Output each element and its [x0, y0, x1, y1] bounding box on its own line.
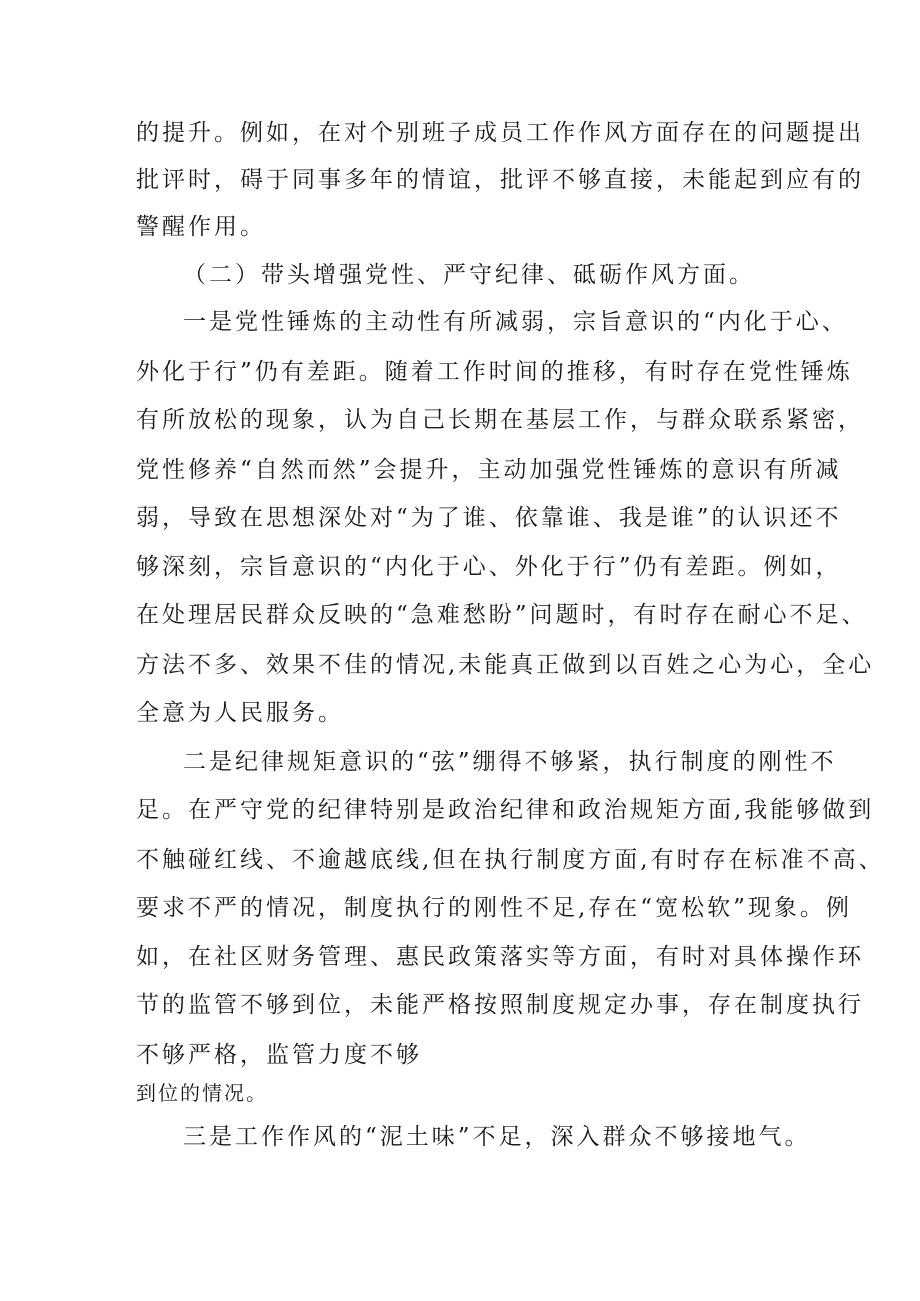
paragraph-line: 足。在严守党的纪律特别是政治纪律和政治规矩方面,我能够做到 — [136, 797, 875, 823]
paragraph-line: 二是纪律规矩意识的“弦”绷得不够紧，执行制度的刚性不 — [183, 749, 837, 775]
paragraph-line: 批评时，碍于同事多年的情谊，批评不够直接，未能起到应有的 — [136, 167, 864, 193]
paragraph-line: 不触碰红线、不逾越底线,但在执行制度方面,有时存在标准不高、 — [136, 847, 885, 873]
paragraph-line: 如，在社区财务管理、惠民政策落实等方面，有时对具体操作环 — [136, 944, 864, 970]
paragraph-line: 在处理居民群众反映的“急难愁盼”问题时，有时存在耐心不足、 — [136, 602, 868, 628]
paragraph-line: 方法不多、效果不佳的情况,未能真正做到以百姓之心为心，全心 — [136, 652, 875, 678]
paragraph-line: 不够严格，监管力度不够 — [136, 1042, 422, 1068]
paragraph-line: 一是党性锤炼的主动性有所减弱，宗旨意识的“内化于心、 — [183, 309, 848, 335]
paragraph-line: 弱，导致在思想深处对“为了谁、依靠谁、我是谁”的认识还不 — [136, 505, 842, 531]
paragraph-line: 党性修养“自然而然”会提升，主动加强党性锤炼的意识有所减 — [136, 457, 842, 483]
paragraph-line: 够深刻，宗旨意识的“内化于心、外化于行”仍有差距。例如， — [136, 554, 842, 580]
paragraph-line: 外化于行”仍有差距。随着工作时间的推移，有时存在党性锤炼 — [136, 359, 853, 385]
paragraph-line: 全意为人民服务。 — [136, 700, 344, 726]
paragraph-line: 要求不严的情况，制度执行的刚性不足,存在“宽松软”现象。例 — [136, 895, 852, 921]
section-heading: （二）带头增强党性、严守纪律、砥砺作风方面。 — [183, 262, 755, 288]
paragraph-line: 的提升。例如，在对个别班子成员工作作风方面存在的问题提出 — [136, 120, 864, 146]
paragraph-line: 节的监管不够到位，未能严格按照制度规定办事，存在制度执行 — [136, 992, 864, 1018]
paragraph-line: 警醒作用。 — [136, 214, 266, 240]
paragraph-line: 有所放松的现象，认为自己长期在基层工作，与群众联系紧密， — [136, 407, 864, 433]
paragraph-line: 三是工作作风的“泥土味”不足，深入群众不够接地气。 — [183, 1124, 811, 1150]
paragraph-line: 到位的情况。 — [136, 1081, 268, 1105]
